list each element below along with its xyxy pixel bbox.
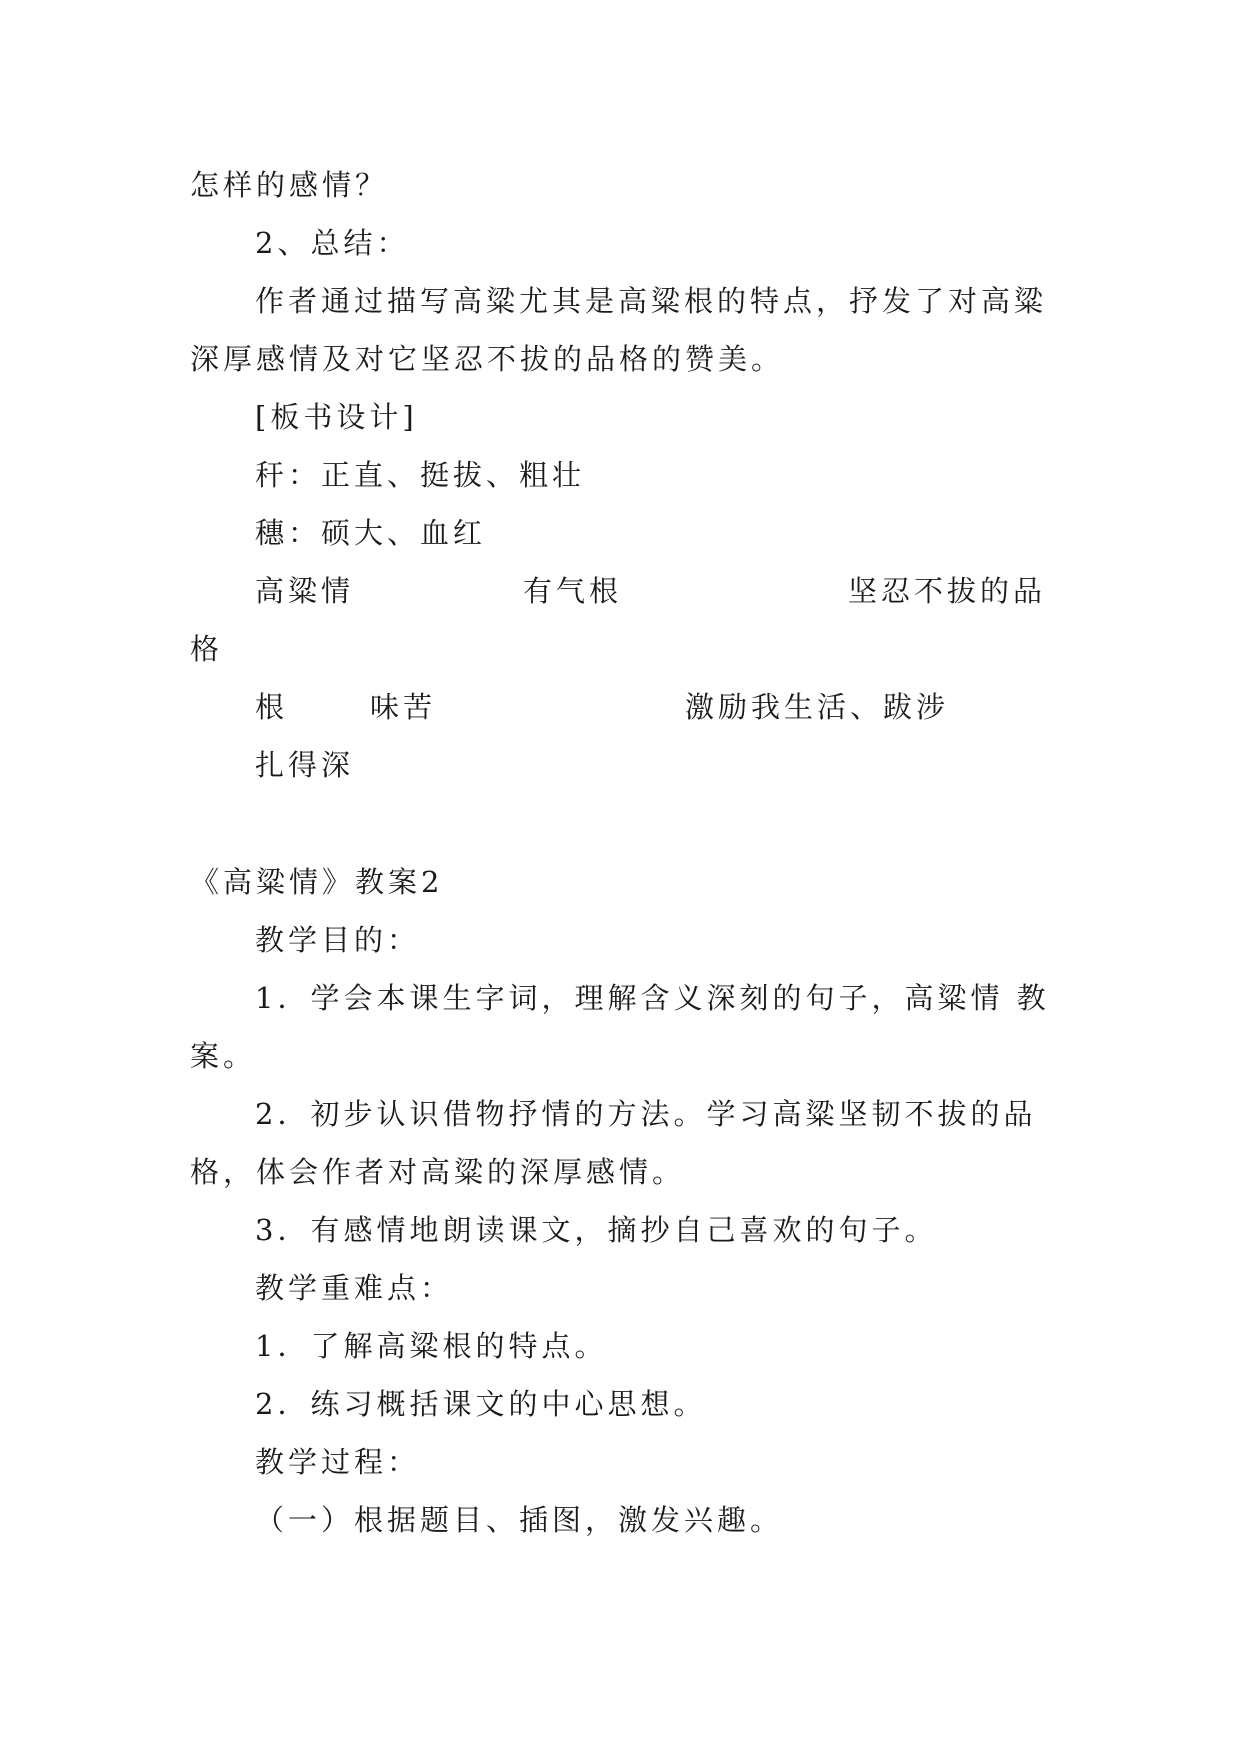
text-line: 教学重难点： [255, 1271, 454, 1305]
board-cell: 坚忍不拔的品 [848, 574, 1047, 608]
text-line: [板书设计] [255, 400, 418, 434]
board-cell: 扎得深 [255, 748, 355, 782]
text-line: 穗：硕大、血红 [255, 516, 487, 550]
text-line: 2．练习概括课文的中心思想。 [255, 1387, 707, 1421]
text-line: 深厚感情及对它坚忍不拔的品格的赞美。 [190, 342, 785, 376]
text-line: 3．有感情地朗读课文，摘抄自己喜欢的句子。 [255, 1213, 938, 1247]
text-line: 案。 [190, 1039, 257, 1073]
text-line: 2、总结： [255, 226, 410, 260]
text-line: 作者通过描写高粱尤其是高粱根的特点，抒发了对高粱 [255, 284, 1048, 318]
text-line: 怎样的感情？ [190, 168, 389, 202]
text-line: 教学过程： [255, 1445, 421, 1479]
board-cell: 高粱情 [255, 574, 355, 608]
text-line: 1．学会本课生字词，理解含义深刻的句子，高粱情 教 [255, 981, 1050, 1015]
text-line: （一）根据题目、插图，激发兴趣。 [255, 1503, 784, 1537]
text-line: 格，体会作者对高粱的深厚感情。 [190, 1155, 686, 1189]
board-cell: 有气根 [523, 574, 623, 608]
board-cell: 根 [255, 690, 289, 724]
board-cell: 激励我生活、跋涉 [685, 690, 950, 724]
section-title: 《高粱情》教案2 [190, 865, 444, 899]
text-line: 2．初步认识借物抒情的方法。学习高粱坚韧不拔的品 [255, 1097, 1037, 1131]
board-cell: 味苦 [370, 690, 437, 724]
board-cell: 格 [190, 632, 224, 666]
text-line: 秆：正直、挺拔、粗壮 [255, 458, 586, 492]
text-line: 1．了解高粱根的特点。 [255, 1329, 608, 1363]
text-line: 教学目的： [255, 923, 421, 957]
